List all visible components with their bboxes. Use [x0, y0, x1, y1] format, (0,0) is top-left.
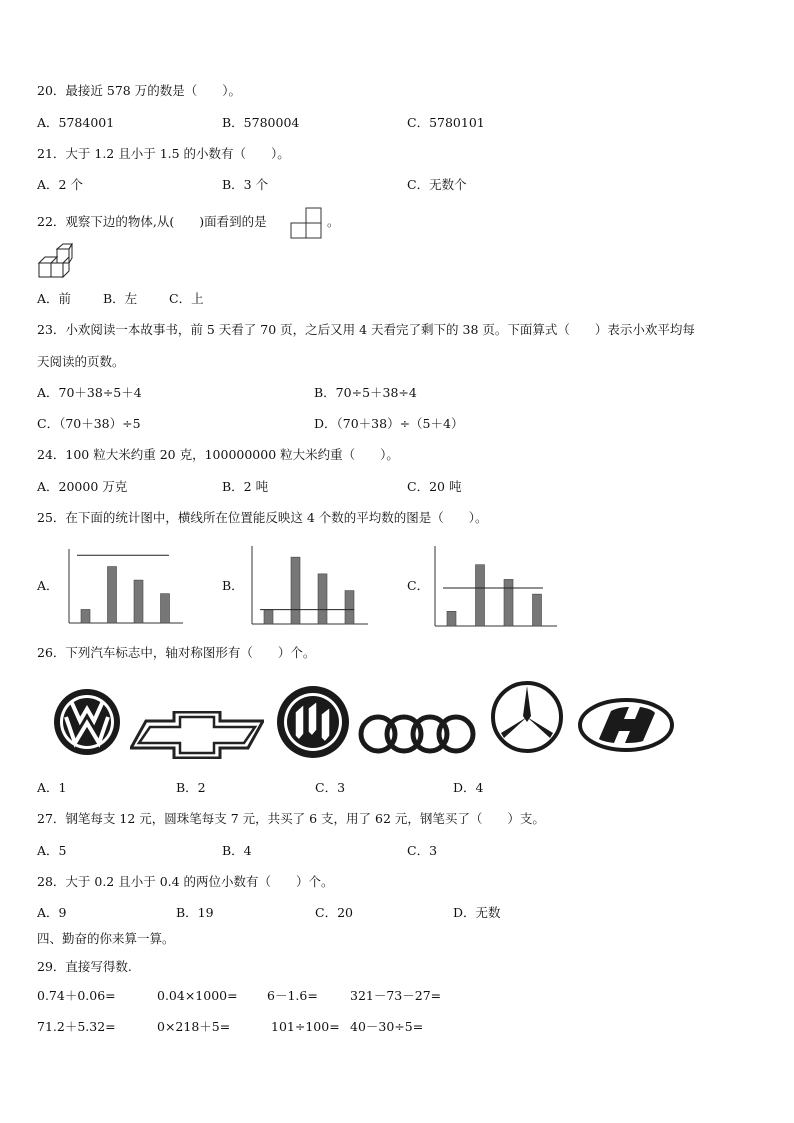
bar-chart-a: [65, 546, 185, 626]
calc-item: 0.74＋0.06=: [37, 988, 116, 1003]
option-a: A．5784001: [37, 115, 115, 130]
option-a: A．70＋38÷5＋4: [37, 385, 142, 400]
option-b: B．19: [176, 905, 214, 920]
calc-item: 6－1.6=: [267, 988, 318, 1003]
calc-item: 101÷100=: [271, 1019, 340, 1034]
bar: [81, 609, 90, 623]
option-b: B．4: [222, 843, 252, 858]
bar: [476, 565, 485, 626]
bar-chart-b: [248, 543, 370, 627]
volkswagen-logo: [52, 687, 122, 757]
option-d: D．4: [453, 780, 484, 795]
top-view-figure: [290, 207, 324, 239]
question-28: 28．大于 0.2 且小于 0.4 的两位小数有（ ）个。: [37, 874, 334, 889]
option-c: C．20: [315, 905, 353, 920]
buick-logo: [275, 684, 351, 760]
question-21: 21．大于 1.2 且小于 1.5 的小数有（ ）。: [37, 146, 290, 161]
bar: [161, 594, 170, 623]
option-a: A．1: [37, 780, 67, 795]
option-b: B．70÷5＋38÷4: [314, 385, 417, 400]
option-c: C．20 吨: [407, 479, 462, 494]
chart-label-a: A．: [37, 578, 59, 593]
bar-chart-c: [431, 543, 559, 629]
question-22-end: 。: [327, 214, 340, 229]
bar: [264, 610, 273, 624]
section-title: 四、勤奋的你来算一算。: [37, 931, 175, 946]
bar: [533, 594, 542, 626]
question-25: 25．在下面的统计图中，横线所在位置能反映这 4 个数的平均数的图是（ ）。: [37, 510, 488, 525]
calc-item: 0×218＋5=: [157, 1019, 231, 1034]
option-a: A．5: [37, 843, 67, 858]
audi-logo: [357, 711, 477, 757]
option-a: A．9: [37, 905, 67, 920]
hyundai-logo: [577, 697, 675, 753]
option-c: C．3: [315, 780, 346, 795]
option-a: A．20000 万克: [37, 479, 128, 494]
calc-item: 0.04×1000=: [157, 988, 238, 1003]
option-a: A．前: [37, 291, 72, 306]
question-23-line-2: 天阅读的页数。: [37, 354, 125, 369]
option-b: B．3 个: [222, 177, 269, 192]
question-24: 24．100 粒大米约重 20 克，100000000 粒大米约重（ ）。: [37, 447, 399, 462]
option-c: C．上: [169, 291, 204, 306]
chart-label-b: B．: [222, 578, 244, 593]
bar: [134, 580, 143, 623]
option-b: B．2 吨: [222, 479, 269, 494]
question-23-line-1: 23．小欢阅读一本故事书，前 5 天看了 70 页，之后又用 4 天看完了剩下的 38 页。下面算式（ ）表示小欢平均每: [37, 322, 695, 337]
chart-label-c: C．: [407, 578, 430, 593]
option-a: A．2 个: [37, 177, 83, 192]
question-27: 27．钢笔每支 12 元，圆珠笔每支 7 元，共买了 6 支，用了 62 元，钢笔买了（ ）支。: [37, 811, 545, 826]
calc-item: 71.2＋5.32=: [37, 1019, 116, 1034]
chevrolet-logo: [130, 711, 264, 759]
option-b: B．左: [103, 291, 138, 306]
calc-item: 321－73－27=: [350, 988, 442, 1003]
question-26: 26．下列汽车标志中，轴对称图形有（ ）个。: [37, 645, 316, 660]
option-b: B．2: [176, 780, 206, 795]
option-c: C．（70＋38）÷5: [37, 416, 141, 431]
option-d: D．无数: [453, 905, 501, 920]
option-d: D．（70＋38）÷（5＋4）: [314, 416, 464, 431]
calc-item: 40－30÷5=: [350, 1019, 424, 1034]
cube-stack-figure: [37, 243, 73, 281]
bar: [345, 591, 354, 624]
option-b: B．5780004: [222, 115, 300, 130]
question-20: 20．最接近 578 万的数是（ ）。: [37, 83, 241, 98]
bar: [291, 557, 300, 624]
bar: [108, 567, 117, 623]
bar: [447, 611, 456, 626]
bar: [318, 574, 327, 624]
option-c: C．3: [407, 843, 438, 858]
mercedes-logo: [490, 680, 564, 754]
option-c: C．5780101: [407, 115, 485, 130]
question-22: 22．观察下边的物体,从( )面看到的是: [37, 214, 267, 229]
question-29: 29．直接写得数.: [37, 959, 132, 974]
option-c: C．无数个: [407, 177, 467, 192]
bar: [504, 579, 513, 626]
